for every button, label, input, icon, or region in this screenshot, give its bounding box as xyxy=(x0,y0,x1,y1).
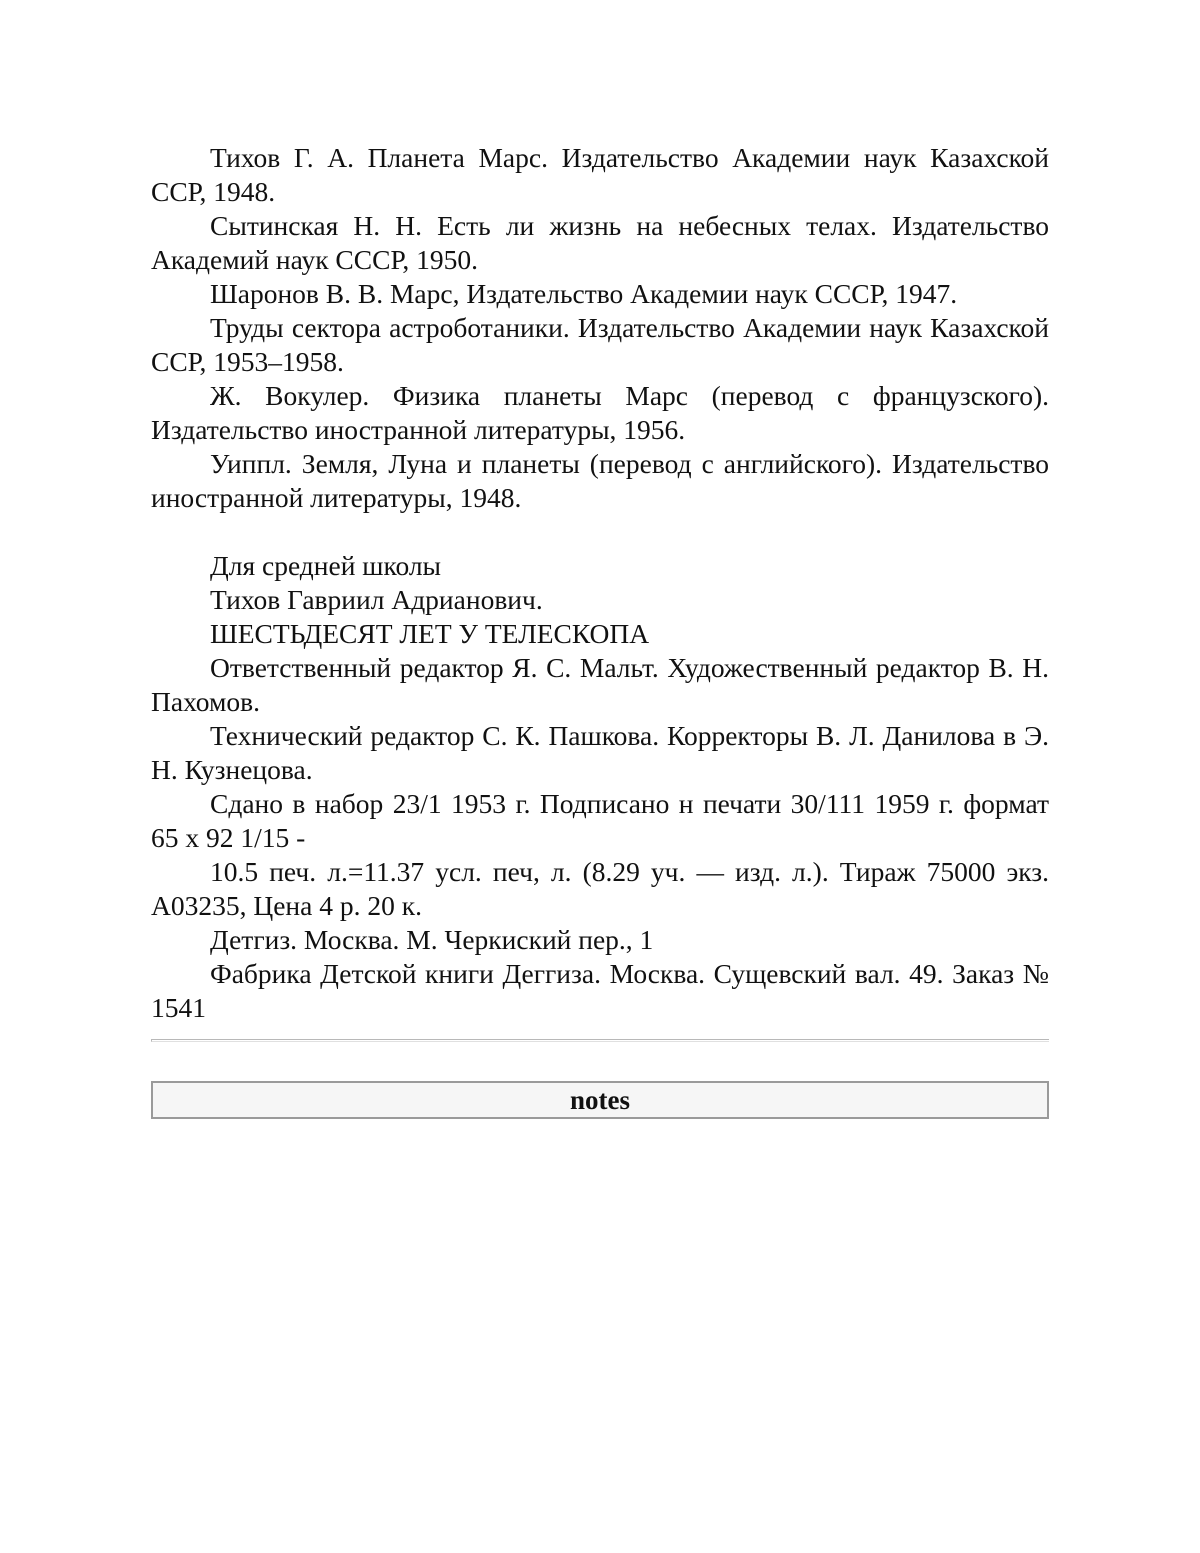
bibliography-entry: Сытинская Н. Н. Есть ли жизнь на небесных телах. Издательство Академий наук СССР, 1950. xyxy=(151,210,1049,275)
colophon-print-dates: Сдано в набор 23/1 1953 г. Подписано н печати 30/111 1959 г. формат 65 х 92 1/15 - xyxy=(151,788,1049,853)
bibliography-list xyxy=(151,141,1049,515)
bibliography-entry: Ж. Вокулер. Физика планеты Марс (перевод с французского). Издательство иностранной литературы, 1956. xyxy=(151,380,1049,445)
colophon-printer: Фабрика Детской книги Деггиза. Москва. Сущевский вал. 49. Заказ № 1541 xyxy=(151,958,1049,1023)
colophon-book-title: ШЕСТЬДЕСЯТ ЛЕТ У ТЕЛЕСКОПА xyxy=(210,618,650,649)
notes-header xyxy=(151,1081,1049,1119)
bibliography-entry: Труды сектора астроботаники. Издательство Академии наук Казахской ССР, 1953–1958. xyxy=(151,312,1049,377)
bibliography-entry: Шаронов В. В. Марс, Издательство Академии наук СССР, 1947. xyxy=(210,278,958,309)
notes-title: notes xyxy=(570,1085,630,1115)
section-spacer xyxy=(151,515,1049,549)
colophon-editors: Ответственный редактор Я. С. Мальт. Художественный редактор В. Н. Пахомов. xyxy=(151,652,1049,717)
colophon-print-run: 10.5 печ. л.=11.37 усл. печ, л. (8.29 уч. — изд. л.). Тираж 75000 экз. А03235, Цена 4 р. 20 к. xyxy=(151,856,1049,921)
document-page xyxy=(151,141,1049,1119)
colophon-technical-editor: Технический редактор С. К. Пашкова. Корректоры В. Л. Данилова в Э. Н. Кузнецова. xyxy=(151,720,1049,785)
bibliography-entry: Тихов Г. А. Планета Марс. Издательство Академии наук Казахской ССР, 1948. xyxy=(151,142,1049,207)
section-divider xyxy=(151,1039,1049,1042)
colophon-audience: Для средней школы xyxy=(210,550,442,581)
bibliography-entry: Уиппл. Земля, Луна и планеты (перевод с английского). Издательство иностранной литературы, 1948. xyxy=(151,448,1049,513)
colophon-publisher: Детгиз. Москва. М. Черкиский пер., 1 xyxy=(210,924,654,955)
colophon xyxy=(151,549,1049,1025)
colophon-author: Тихов Гавриил Адрианович. xyxy=(210,584,543,615)
